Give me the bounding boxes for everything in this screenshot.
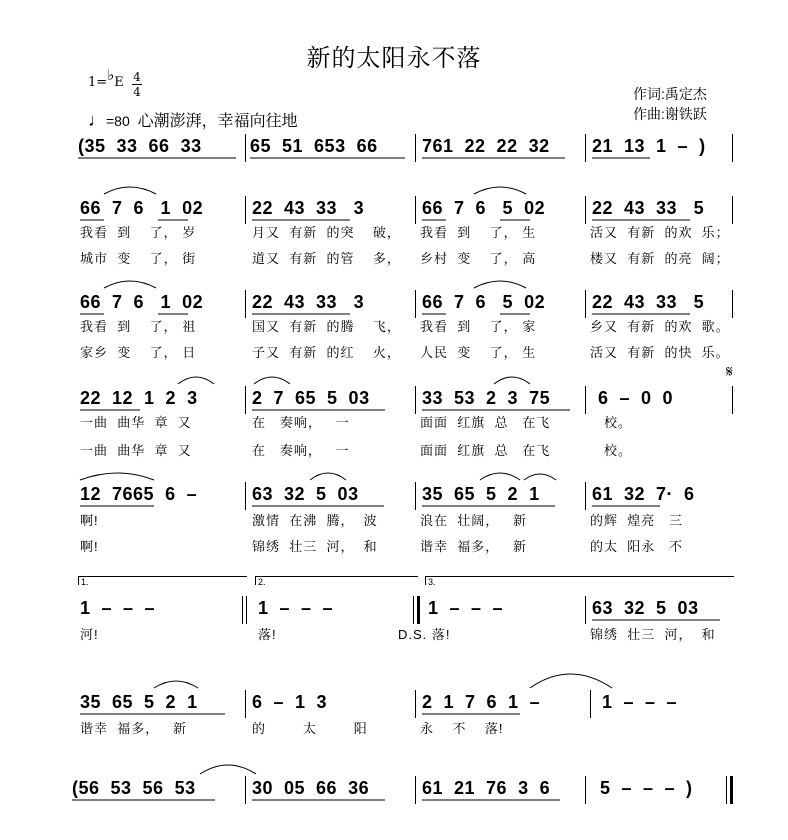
lyric-line-2: 在 奏响， 一	[252, 443, 350, 458]
measure: 66 7 6 5 02	[422, 292, 546, 312]
barline	[245, 290, 246, 318]
measure: 22 43 33 5	[592, 198, 705, 218]
time-signature	[132, 70, 142, 99]
barline	[585, 386, 586, 414]
measure: 1 – – –	[428, 598, 504, 618]
lyric-line-1: 校。	[604, 415, 633, 430]
measure: 61 32 7· 6	[592, 484, 695, 504]
volta-1: 1.	[78, 576, 247, 585]
tempo-marking	[88, 108, 298, 131]
measure: 1 – – –	[80, 598, 156, 618]
lyric-line-2: 谐幸 福多， 新	[420, 539, 528, 554]
lyric-line-2: 面面 红旗 总 在飞	[420, 443, 551, 458]
barline	[585, 134, 586, 162]
measure: 63 32 5 03	[592, 598, 699, 618]
segno-icon: 𝄋	[726, 364, 733, 381]
tempo-value: =80	[106, 113, 130, 129]
barline	[415, 482, 416, 510]
lyric-line-2: 楼又 有新 的亮 阔；	[590, 251, 730, 266]
measure: 65 51 653 66	[250, 136, 378, 156]
lyric-line-1: 啊!	[80, 513, 99, 528]
measure: 66 7 6 1 02	[80, 198, 204, 218]
barline	[245, 134, 246, 162]
measure: 63 32 5 03	[252, 484, 359, 504]
lyric-line-2: 一曲 曲华 章 又	[80, 443, 192, 458]
lyricist-credit: 作词:禹定杰	[633, 86, 707, 102]
key-note: E	[114, 75, 124, 90]
barline	[590, 690, 591, 718]
volta-2: 2.	[255, 576, 418, 585]
lyric-line-1: 浪在 壮阔， 新	[420, 513, 528, 528]
lyric-line-1: 我看 到 了， 生	[420, 225, 537, 240]
measure: 33 53 2 3 75	[422, 388, 551, 408]
barline	[732, 196, 733, 224]
flat-icon: ♭	[107, 66, 115, 84]
lyric-line-1: 的 太 阳	[252, 721, 368, 736]
measure: 1 – – –	[602, 692, 678, 712]
lyric-line-2: 家乡 变 了， 日	[80, 345, 197, 360]
expression-text: 心潮澎湃，幸福向往地	[137, 113, 298, 130]
barline	[245, 776, 246, 804]
barline	[415, 386, 416, 414]
measure: 2 1 7 6 1 –	[422, 692, 541, 712]
repeat-barline	[242, 596, 247, 624]
lyric-line-1: 一曲 曲华 章 又	[80, 415, 192, 430]
lyric-line-2: 道又 有新 的管 多，	[252, 251, 401, 266]
measure: 21 13 1 – )	[592, 136, 706, 156]
barline	[585, 596, 586, 624]
lyric-line-2: 子又 有新 的红 火，	[252, 345, 401, 360]
final-barline	[726, 776, 733, 804]
measure: 66 7 6 5 02	[422, 198, 546, 218]
key-signature	[88, 66, 141, 99]
barline	[585, 196, 586, 224]
lyric-line-1: D.S. 落!	[398, 627, 451, 642]
barline	[245, 196, 246, 224]
lyric-line-2: 啊!	[80, 539, 99, 554]
measure: 61 21 76 3 6	[422, 778, 551, 798]
lyric-line-2: 校。	[604, 443, 633, 458]
measure: 22 43 33 3	[252, 198, 365, 218]
barline	[732, 290, 733, 318]
barline	[415, 196, 416, 224]
measure: 35 65 5 2 1	[80, 692, 198, 712]
double-barline	[413, 596, 420, 624]
barline	[415, 776, 416, 804]
lyric-line-2: 活又 有新 的快 乐。	[590, 345, 730, 360]
barline	[585, 482, 586, 510]
measure: 35 65 5 2 1	[422, 484, 540, 504]
lyric-line-1: 面面 红旗 总 在飞	[420, 415, 551, 430]
measure: 22 43 33 3	[252, 292, 365, 312]
lyric-line-2: 乡村 变 了， 高	[420, 251, 537, 266]
barline	[415, 134, 416, 162]
composer-credit: 作曲:谢铁跃	[633, 106, 707, 122]
measure: 30 05 66 36	[252, 778, 370, 798]
measure: 2 7 65 5 03	[252, 388, 370, 408]
key-label: 1=	[88, 75, 108, 90]
lyric-line-2: 的太 阳永 不	[590, 539, 684, 554]
barline	[245, 690, 246, 718]
quarter-note-icon: ♩	[88, 110, 106, 130]
lyric-line-1: 我看 到 了， 家	[420, 319, 537, 334]
lyric-line-1: 国又 有新 的腾 飞，	[252, 319, 401, 334]
measure: 6 – 1 3	[252, 692, 328, 712]
barline	[585, 776, 586, 804]
lyric-line-1: 活又 有新 的欢 乐；	[590, 225, 730, 240]
measure: 761 22 22 32	[422, 136, 550, 156]
lyric-line-1: 我看 到 了， 祖	[80, 319, 197, 334]
measure: 5 – – – )	[600, 778, 693, 798]
song-title: 新的太阳永不落	[306, 44, 482, 72]
measure: 1 – – –	[258, 598, 334, 618]
lyric-line-1: 月又 有新 的突 破，	[252, 225, 401, 240]
measure: 6 – 0 0	[598, 388, 674, 408]
measure: 12 7665 6 –	[80, 484, 198, 504]
lyric-line-2: 人民 变 了， 生	[420, 345, 537, 360]
barline	[585, 290, 586, 318]
barline	[245, 386, 246, 414]
lyric-line-1: 永 不 落!	[420, 721, 504, 736]
time-top: 4	[133, 70, 141, 84]
barline	[732, 386, 733, 414]
lyric-line-1: 在 奏响， 一	[252, 415, 350, 430]
lyric-line-1: 河!	[80, 627, 99, 642]
measure: 22 12 1 2 3	[80, 388, 198, 408]
barline	[415, 290, 416, 318]
barline	[245, 482, 246, 510]
measure: 66 7 6 1 02	[80, 292, 204, 312]
barline	[732, 134, 733, 162]
lyric-line-1: 激情 在沸 腾， 波	[252, 513, 378, 528]
measure: 22 43 33 5	[592, 292, 705, 312]
time-bottom: 4	[133, 85, 141, 99]
barline	[415, 690, 416, 718]
lyric-line-1: 乡又 有新 的欢 歌。	[590, 319, 730, 334]
measure: (56 53 56 53	[72, 778, 196, 798]
lyric-line-1: 落!	[258, 627, 277, 642]
volta-3: 3.	[425, 576, 734, 585]
lyric-line-2: 城市 变 了， 街	[80, 251, 197, 266]
lyric-line-1: 谐幸 福多， 新	[80, 721, 188, 736]
lyric-line-2: 锦绣 壮三 河， 和	[252, 539, 378, 554]
measure: (35 33 66 33	[78, 136, 202, 156]
lyric-line-1: 我看 到 了， 岁	[80, 225, 197, 240]
lyric-line-1: 的辉 煌亮 三	[590, 513, 684, 528]
lyric-line-1: 锦绣 壮三 河， 和	[590, 627, 716, 642]
